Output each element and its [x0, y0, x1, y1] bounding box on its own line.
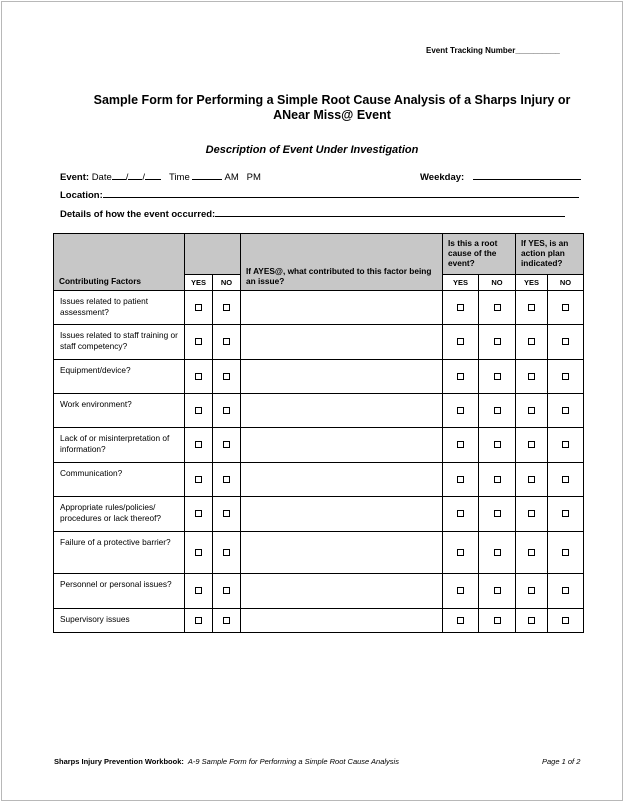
action-plan-yes-checkbox[interactable] — [528, 304, 535, 311]
details-field[interactable] — [215, 207, 565, 217]
table-row — [54, 428, 584, 463]
root-cause-yes-checkbox-cell — [443, 497, 479, 532]
action-plan-yes-checkbox-cell — [516, 325, 548, 360]
header-root-cause: Is this a root cause of the event? — [443, 234, 516, 275]
action-plan-no-checkbox-cell — [548, 291, 584, 325]
factor-yes-checkbox-cell — [185, 532, 213, 574]
action-plan-yes-checkbox-cell — [516, 463, 548, 497]
root-cause-yes-checkbox[interactable] — [457, 304, 464, 311]
factor-explanation-cell[interactable] — [241, 532, 443, 574]
date-day-field[interactable] — [128, 170, 142, 180]
form-title-line2: ANear Miss@ Event — [273, 108, 391, 122]
event-tracking-number: Event Tracking Number__________ — [426, 46, 560, 55]
action-plan-no-checkbox[interactable] — [562, 338, 569, 345]
action-plan-no-checkbox[interactable] — [562, 373, 569, 380]
factor-yes-checkbox[interactable] — [195, 304, 202, 311]
footer-workbook — [54, 757, 399, 766]
factor-yes-checkbox[interactable] — [195, 441, 202, 448]
location-field[interactable] — [103, 188, 579, 198]
factor-explanation-cell[interactable] — [241, 609, 443, 633]
root-cause-yes-checkbox-cell — [443, 291, 479, 325]
factor-label: Appropriate rules/policies/ procedures or lack thereof? — [54, 497, 185, 532]
factor-yes-checkbox-cell — [185, 360, 213, 394]
action-plan-no-checkbox[interactable] — [562, 441, 569, 448]
weekday-field[interactable] — [473, 170, 581, 180]
action-plan-yes-checkbox-cell — [516, 428, 548, 463]
root-cause-yes-checkbox[interactable] — [457, 373, 464, 380]
action-plan-yes-checkbox-cell — [516, 609, 548, 633]
root-cause-no-checkbox[interactable] — [494, 549, 501, 556]
factor-yes-checkbox-cell — [185, 325, 213, 360]
factor-explanation-cell[interactable] — [241, 497, 443, 532]
factor-no-checkbox-cell — [213, 394, 241, 428]
table-row — [54, 497, 584, 532]
action-plan-yes-checkbox[interactable] — [528, 338, 535, 345]
factor-yes-checkbox-cell — [185, 574, 213, 609]
factor-no-checkbox[interactable] — [223, 373, 230, 380]
factor-yes-checkbox-cell — [185, 463, 213, 497]
factor-label: Supervisory issues — [54, 609, 185, 633]
action-plan-yes-checkbox[interactable] — [528, 587, 535, 594]
action-plan-no-checkbox[interactable] — [562, 549, 569, 556]
footer-doc-title: A-9 Sample Form for Performing a Simple Root Cause Analysis — [187, 757, 399, 766]
root-cause-yes-checkbox-cell — [443, 360, 479, 394]
action-plan-yes-checkbox-cell — [516, 360, 548, 394]
factor-no-checkbox-cell — [213, 463, 241, 497]
action-plan-yes-checkbox-cell — [516, 291, 548, 325]
factor-yes-checkbox[interactable] — [195, 476, 202, 483]
footer-page-number: Page 1 of 2 — [542, 757, 581, 766]
action-plan-yes-checkbox-cell — [516, 497, 548, 532]
action-plan-no-checkbox-cell — [548, 497, 584, 532]
am-label: AM — [224, 172, 239, 183]
subheader-plan-no: NO — [548, 275, 584, 291]
root-cause-no-checkbox[interactable] — [494, 407, 501, 414]
factor-no-checkbox[interactable] — [223, 338, 230, 345]
root-cause-no-checkbox[interactable] — [494, 304, 501, 311]
table-row — [54, 574, 584, 609]
action-plan-yes-checkbox[interactable] — [528, 617, 535, 624]
root-cause-yes-checkbox-cell — [443, 574, 479, 609]
action-plan-no-checkbox-cell — [548, 428, 584, 463]
action-plan-no-checkbox[interactable] — [562, 510, 569, 517]
factor-label: Personnel or personal issues? — [54, 574, 185, 609]
factor-no-checkbox[interactable] — [223, 617, 230, 624]
factor-explanation-cell[interactable] — [241, 291, 443, 325]
header-if-yes: If AYES@, what contributed to this factor being an issue? — [241, 234, 443, 291]
factor-yes-checkbox[interactable] — [195, 407, 202, 414]
subheader-no: NO — [213, 275, 241, 291]
factor-label: Communication? — [54, 463, 185, 497]
factor-explanation-cell[interactable] — [241, 325, 443, 360]
factor-label: Work environment? — [54, 394, 185, 428]
root-cause-no-checkbox-cell — [479, 609, 516, 633]
header-action-plan: If YES, is an action plan indicated? — [516, 234, 584, 275]
root-cause-yes-checkbox[interactable] — [457, 407, 464, 414]
time-label: Time — [168, 172, 190, 183]
footer-workbook-name: Sharps Injury Prevention Workbook: — [54, 757, 184, 766]
factor-no-checkbox-cell — [213, 497, 241, 532]
root-cause-no-checkbox-cell — [479, 360, 516, 394]
contributing-factors-table — [53, 233, 584, 633]
factor-no-checkbox[interactable] — [223, 304, 230, 311]
factor-yes-checkbox[interactable] — [195, 510, 202, 517]
action-plan-no-checkbox-cell — [548, 609, 584, 633]
factor-no-checkbox[interactable] — [223, 549, 230, 556]
action-plan-no-checkbox-cell — [548, 463, 584, 497]
action-plan-no-checkbox-cell — [548, 394, 584, 428]
root-cause-no-checkbox[interactable] — [494, 441, 501, 448]
factor-no-checkbox-cell — [213, 428, 241, 463]
factor-no-checkbox-cell — [213, 609, 241, 633]
root-cause-yes-checkbox[interactable] — [457, 587, 464, 594]
root-cause-yes-checkbox[interactable] — [457, 617, 464, 624]
factor-explanation-cell[interactable] — [241, 394, 443, 428]
factor-label: Issues related to staff training or staff competency? — [54, 325, 185, 360]
subheader-yes: YES — [185, 275, 213, 291]
root-cause-yes-checkbox-cell — [443, 325, 479, 360]
action-plan-yes-checkbox[interactable] — [528, 476, 535, 483]
factor-no-checkbox[interactable] — [223, 407, 230, 414]
action-plan-yes-checkbox[interactable] — [528, 549, 535, 556]
table-row — [54, 291, 584, 325]
factor-explanation-cell[interactable] — [241, 428, 443, 463]
action-plan-no-checkbox[interactable] — [562, 587, 569, 594]
subheader-root-no: NO — [479, 275, 516, 291]
form-title — [62, 93, 602, 123]
factor-yes-checkbox[interactable] — [195, 338, 202, 345]
table-row — [54, 463, 584, 497]
pm-label: PM — [246, 172, 261, 183]
action-plan-yes-checkbox-cell — [516, 574, 548, 609]
factor-yes-checkbox-cell — [185, 428, 213, 463]
section-subtitle: Description of Event Under Investigation — [205, 144, 419, 156]
root-cause-no-checkbox-cell — [479, 574, 516, 609]
factor-yes-checkbox-cell — [185, 497, 213, 532]
weekday-label: Weekday: — [420, 172, 465, 183]
date-year-field[interactable] — [145, 170, 161, 180]
action-plan-no-checkbox[interactable] — [562, 476, 569, 483]
root-cause-no-checkbox-cell — [479, 463, 516, 497]
root-cause-no-checkbox[interactable] — [494, 373, 501, 380]
factor-no-checkbox-cell — [213, 532, 241, 574]
root-cause-no-checkbox-cell — [479, 291, 516, 325]
factor-yes-checkbox[interactable] — [195, 549, 202, 556]
form-title-line1: Sample Form for Performing a Simple Root Cause Analysis of a Sharps Injury or — [93, 93, 571, 107]
event-label: Event: — [60, 172, 90, 183]
factor-yes-checkbox-cell — [185, 609, 213, 633]
factor-no-checkbox[interactable] — [223, 441, 230, 448]
root-cause-yes-checkbox[interactable] — [457, 549, 464, 556]
action-plan-yes-checkbox[interactable] — [528, 407, 535, 414]
factor-yes-checkbox-cell — [185, 394, 213, 428]
action-plan-yes-checkbox-cell — [516, 532, 548, 574]
factor-no-checkbox-cell — [213, 574, 241, 609]
action-plan-yes-checkbox-cell — [516, 394, 548, 428]
table-row — [54, 609, 584, 633]
date-label: Date — [91, 172, 112, 183]
root-cause-yes-checkbox-cell — [443, 394, 479, 428]
root-cause-no-checkbox-cell — [479, 428, 516, 463]
factor-no-checkbox-cell — [213, 360, 241, 394]
form-page — [1, 1, 623, 801]
action-plan-yes-checkbox[interactable] — [528, 373, 535, 380]
factor-explanation-cell[interactable] — [241, 574, 443, 609]
factor-no-checkbox-cell — [213, 291, 241, 325]
subheader-plan-yes: YES — [516, 275, 548, 291]
location-line — [60, 188, 579, 201]
time-field[interactable] — [192, 170, 222, 180]
action-plan-no-checkbox-cell — [548, 360, 584, 394]
table-row — [54, 360, 584, 394]
table-row — [54, 394, 584, 428]
action-plan-yes-checkbox[interactable] — [528, 510, 535, 517]
location-label: Location: — [60, 190, 103, 201]
factor-label: Issues related to patient assessment? — [54, 291, 185, 325]
details-label: Details of how the event occurred: — [60, 209, 216, 220]
root-cause-no-checkbox-cell — [479, 497, 516, 532]
weekday-line — [420, 170, 581, 183]
action-plan-no-checkbox[interactable] — [562, 617, 569, 624]
factor-yes-checkbox-cell — [185, 291, 213, 325]
action-plan-yes-checkbox[interactable] — [528, 441, 535, 448]
action-plan-no-checkbox-cell — [548, 574, 584, 609]
factor-yes-checkbox[interactable] — [195, 373, 202, 380]
root-cause-yes-checkbox-cell — [443, 532, 479, 574]
header-blank — [185, 234, 241, 275]
root-cause-no-checkbox[interactable] — [494, 587, 501, 594]
factor-no-checkbox[interactable] — [223, 587, 230, 594]
event-line: Event: Date / / Time AM PM — [60, 172, 261, 183]
root-cause-no-checkbox-cell — [479, 325, 516, 360]
factor-label: Failure of a protective barrier? — [54, 532, 185, 574]
factor-explanation-cell[interactable] — [241, 360, 443, 394]
factor-explanation-cell[interactable] — [241, 463, 443, 497]
details-line — [60, 207, 565, 220]
factor-no-checkbox[interactable] — [223, 510, 230, 517]
factor-yes-checkbox[interactable] — [195, 587, 202, 594]
factor-label: Equipment/device? — [54, 360, 185, 394]
subheader-root-yes: YES — [443, 275, 479, 291]
table-row — [54, 532, 584, 574]
root-cause-no-checkbox[interactable] — [494, 338, 501, 345]
factor-no-checkbox-cell — [213, 325, 241, 360]
factor-rows — [54, 291, 584, 633]
header-contributing-factors: Contributing Factors — [54, 234, 185, 291]
root-cause-no-checkbox-cell — [479, 394, 516, 428]
action-plan-no-checkbox[interactable] — [562, 304, 569, 311]
root-cause-yes-checkbox[interactable] — [457, 510, 464, 517]
root-cause-no-checkbox[interactable] — [494, 510, 501, 517]
root-cause-yes-checkbox[interactable] — [457, 476, 464, 483]
root-cause-yes-checkbox-cell — [443, 609, 479, 633]
date-month-field[interactable] — [112, 170, 126, 180]
root-cause-no-checkbox[interactable] — [494, 476, 501, 483]
root-cause-yes-checkbox-cell — [443, 463, 479, 497]
table-row — [54, 325, 584, 360]
factor-label: Lack of or misinterpretation of information? — [54, 428, 185, 463]
action-plan-no-checkbox-cell — [548, 532, 584, 574]
root-cause-yes-checkbox[interactable] — [457, 338, 464, 345]
factor-no-checkbox[interactable] — [223, 476, 230, 483]
action-plan-no-checkbox-cell — [548, 325, 584, 360]
root-cause-yes-checkbox-cell — [443, 428, 479, 463]
factor-yes-checkbox[interactable] — [195, 617, 202, 624]
action-plan-no-checkbox[interactable] — [562, 407, 569, 414]
root-cause-yes-checkbox[interactable] — [457, 441, 464, 448]
root-cause-no-checkbox[interactable] — [494, 617, 501, 624]
root-cause-no-checkbox-cell — [479, 532, 516, 574]
